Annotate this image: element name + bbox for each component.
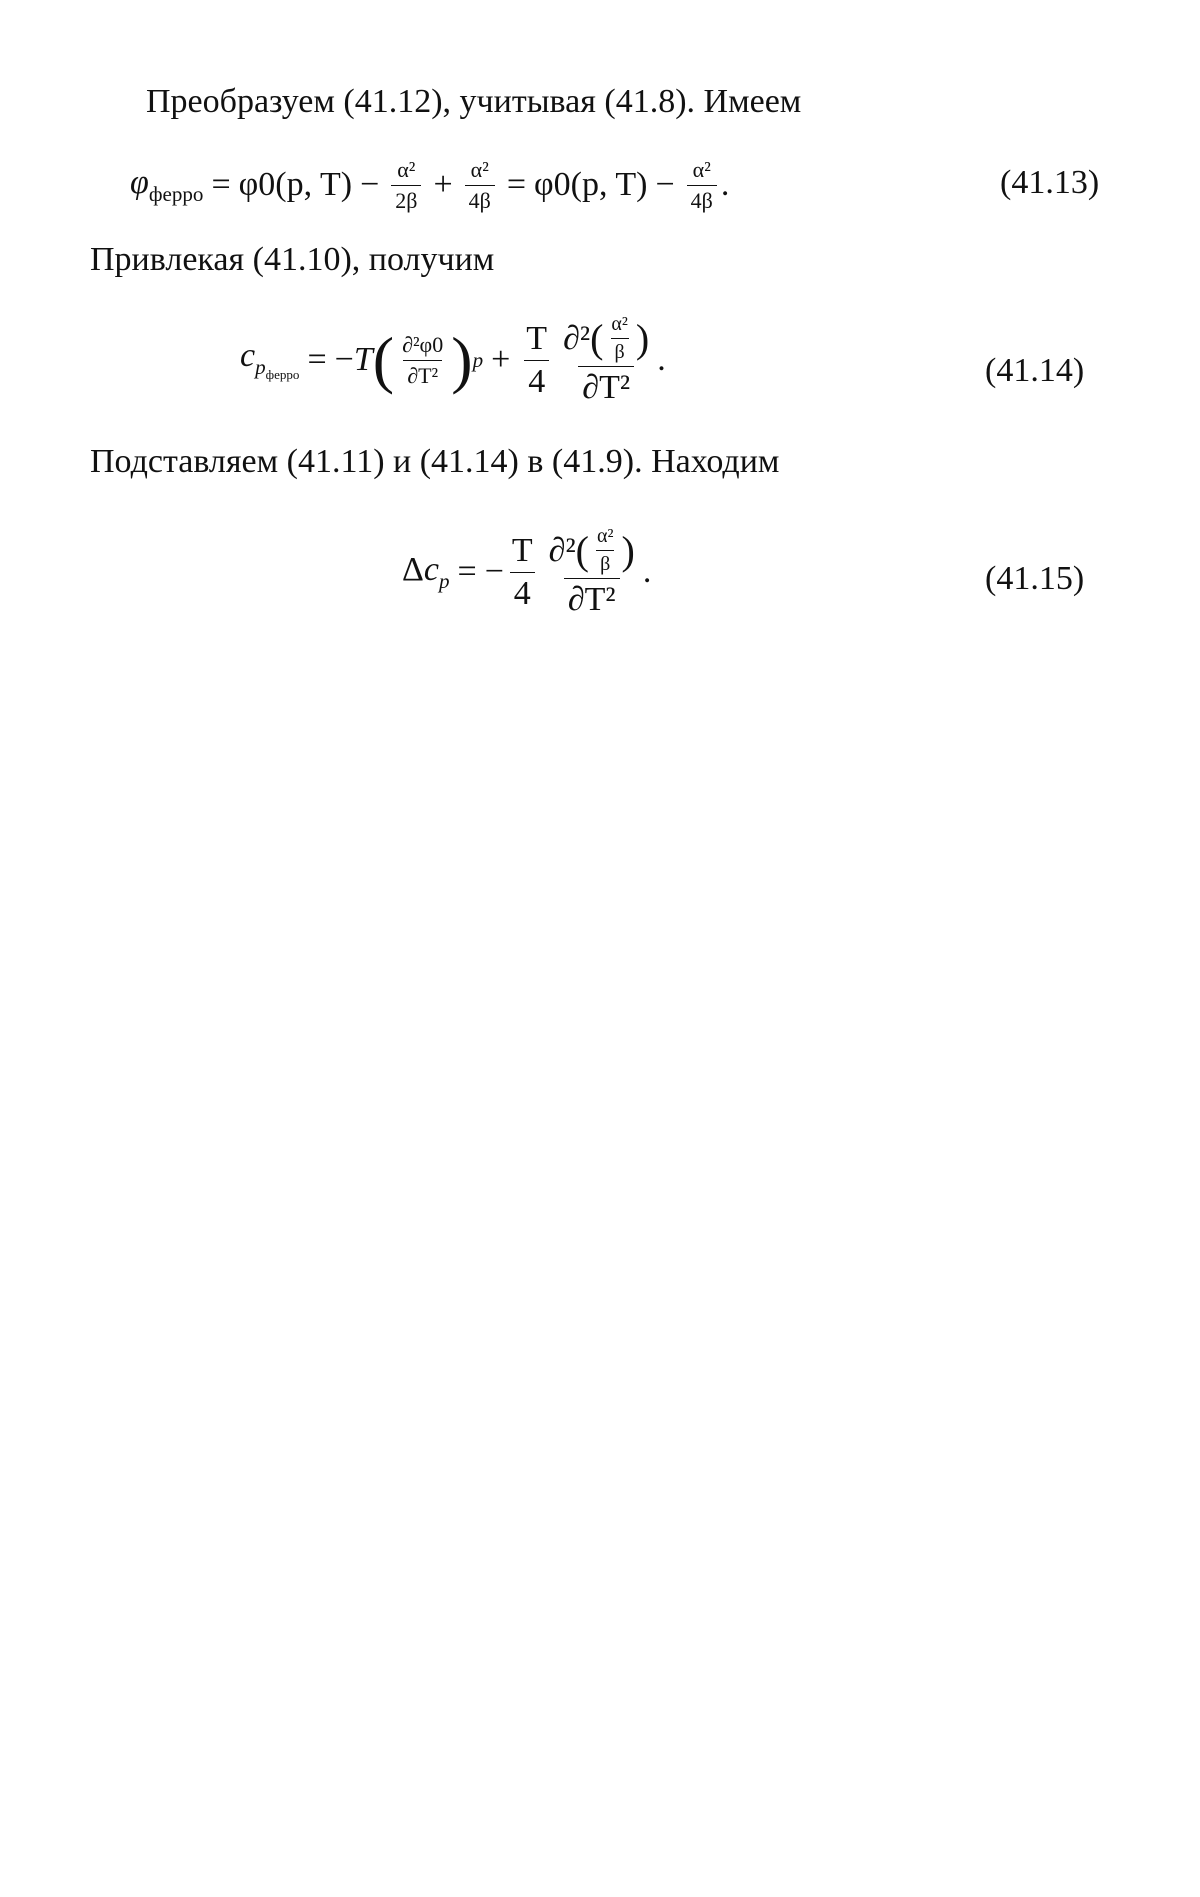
equation-41-15: $\Delta c_p$ = − $\frac{T}{4}$ ∂² ( $\frac{\text{α²}}{\beta}$ ) ∂T² . [402,525,652,618]
equation-41-13: $\varphi_{ферро}$ = φ0(p, T) − $\frac{\text{α²}}{2\beta}$ + $\frac{\text{α²}}{4\beta}$ = φ0(p, T) − $\frac{\text{α²}}{4\beta}$ . [130,156,730,213]
cp-ferro: $c_{p_{ферро}}$ [240,337,300,382]
fraction-alpha2-2beta: $\frac{\text{α²}}{2\beta}$ [391,157,421,214]
phi-ferro: $\varphi_{ферро}$ [130,163,204,206]
fraction-T-4: $\frac{T}{4}$ [522,320,551,401]
fraction-d2phi0-dT2: $\frac{\text{∂²φ0}}{\text{∂T²}}$ [402,331,444,388]
equation-number-41-13: (41.13) [1000,164,1100,201]
phi0-term-2: φ0(p, T) [534,166,648,203]
fraction-d2-alpha2-beta-dT2: ∂² ( $\frac{\text{α²}}{\beta}$ ) ∂T² [563,313,650,406]
fraction-alpha2-4beta-2: $\frac{\text{α²}}{4\beta}$ [687,157,717,214]
delta-cp: $\Delta c_p$ [402,550,450,593]
phi0-term: φ0(p, T) [238,166,353,203]
paragraph-1: Преобразуем (41.12), учитывая (41.8). Имеем [146,83,802,120]
fraction-T-4-b: $\frac{T}{4}$ [508,532,537,613]
equation-number-41-15: (41.15) [985,560,1085,597]
fraction-d2-alpha2-beta-dT2-b: ∂² ( $\frac{\text{α²}}{\beta}$ ) ∂T² [548,525,635,618]
paragraph-2: Привлекая (41.10), получим [90,241,495,278]
equation-number-41-14: (41.14) [985,352,1085,389]
paragraph-3: Подставляем (41.11) и (41.14) в (41.9). Находим [90,443,780,480]
fraction-alpha2-4beta: $\frac{\text{α²}}{4\beta}$ [465,157,495,214]
equation-41-14: $c_{p_{ферро}}$ = −T ( $\frac{\text{∂²φ0}}{\text{∂T²}}$ ) p + $\frac{T}{4}$ ∂² ( $\frac{\text{α²}}{\beta}$ ) ∂T² . [240,313,666,406]
